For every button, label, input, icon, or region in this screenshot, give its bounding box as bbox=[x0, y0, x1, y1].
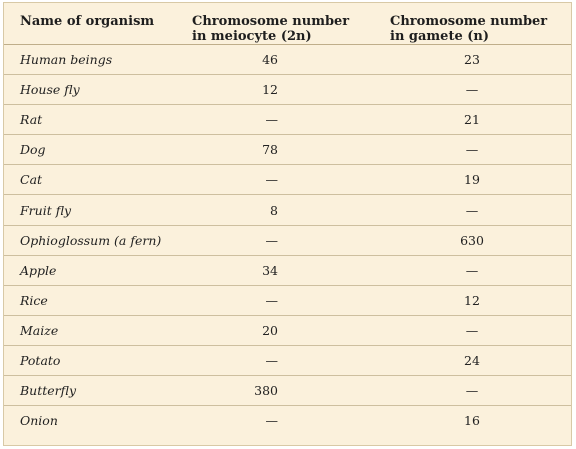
table-row bbox=[4, 75, 571, 105]
meiocyte-value: 12 bbox=[262, 82, 278, 98]
chromosome-number-table bbox=[4, 3, 571, 436]
gamete-count: — bbox=[465, 82, 479, 98]
table-row bbox=[4, 345, 571, 375]
gamete-count: 19 bbox=[464, 172, 480, 188]
organism-name: Maize bbox=[20, 322, 59, 338]
table-row bbox=[4, 255, 571, 285]
header-gamete bbox=[373, 3, 571, 45]
organism-name: Butterfly bbox=[20, 383, 77, 399]
header-gamete-line1: Chromosome number bbox=[390, 14, 548, 29]
table-row bbox=[4, 165, 571, 195]
organism-name: Cat bbox=[20, 172, 43, 188]
header-gamete-line2: in gamete (n) bbox=[390, 29, 490, 44]
gamete-count: 12 bbox=[464, 292, 480, 308]
table-row bbox=[4, 376, 571, 406]
table-row bbox=[4, 105, 571, 135]
organism-name: Ophioglossum (a fern) bbox=[20, 232, 162, 248]
gamete-count: 24 bbox=[464, 352, 480, 368]
meiocyte-value: 8 bbox=[270, 202, 278, 218]
meiocyte-value: 34 bbox=[262, 262, 278, 278]
meiocyte-count bbox=[174, 195, 373, 225]
meiocyte-count bbox=[174, 75, 373, 105]
meiocyte-count bbox=[174, 285, 373, 315]
header-meiocyte-line1: Chromosome number bbox=[192, 14, 350, 29]
organism-name: Onion bbox=[20, 413, 58, 429]
meiocyte-count bbox=[174, 406, 373, 436]
gamete-count: — bbox=[465, 322, 479, 338]
meiocyte-value: — bbox=[265, 413, 278, 429]
meiocyte-value: — bbox=[265, 232, 278, 248]
table-row bbox=[4, 195, 571, 225]
meiocyte-value: 380 bbox=[254, 383, 278, 399]
meiocyte-count bbox=[174, 135, 373, 165]
table-row bbox=[4, 406, 571, 436]
header-organism bbox=[4, 3, 174, 45]
organism-name: Apple bbox=[20, 262, 57, 278]
gamete-count: 23 bbox=[464, 52, 480, 68]
meiocyte-value: — bbox=[265, 172, 278, 188]
meiocyte-count bbox=[174, 105, 373, 135]
organism-name: Potato bbox=[20, 352, 61, 368]
table-row bbox=[4, 45, 571, 75]
header-row bbox=[4, 3, 571, 45]
gamete-count: — bbox=[465, 142, 479, 158]
meiocyte-count bbox=[174, 376, 373, 406]
meiocyte-count bbox=[174, 255, 373, 285]
header-meiocyte-line2: in meiocyte (2n) bbox=[192, 29, 312, 44]
organism-name: Rat bbox=[20, 112, 43, 128]
organism-name: Rice bbox=[20, 292, 48, 308]
table-body bbox=[4, 45, 571, 436]
table-header bbox=[4, 3, 571, 45]
meiocyte-count bbox=[174, 345, 373, 375]
meiocyte-count bbox=[174, 315, 373, 345]
gamete-count: — bbox=[465, 383, 479, 399]
gamete-count: 630 bbox=[460, 232, 484, 248]
gamete-count: 16 bbox=[464, 413, 480, 429]
organism-name: House fly bbox=[20, 82, 80, 98]
meiocyte-value: 46 bbox=[262, 52, 278, 68]
meiocyte-value: 78 bbox=[262, 142, 278, 158]
meiocyte-value: — bbox=[265, 292, 278, 308]
table-row bbox=[4, 315, 571, 345]
organism-name: Fruit fly bbox=[20, 202, 72, 218]
meiocyte-value: — bbox=[265, 352, 278, 368]
meiocyte-count bbox=[174, 45, 373, 75]
gamete-count: — bbox=[465, 262, 479, 278]
organism-name: Human beings bbox=[20, 52, 113, 68]
organism-name: Dog bbox=[20, 142, 46, 158]
meiocyte-count bbox=[174, 225, 373, 255]
table-row bbox=[4, 135, 571, 165]
meiocyte-value: — bbox=[265, 112, 278, 128]
gamete-count: 21 bbox=[464, 112, 480, 128]
chromosome-table-container bbox=[3, 2, 572, 446]
header-meiocyte bbox=[174, 3, 373, 45]
meiocyte-count bbox=[174, 165, 373, 195]
gamete-count: — bbox=[465, 202, 479, 218]
table-row bbox=[4, 225, 571, 255]
header-organism-label: Name of organism bbox=[20, 14, 155, 29]
meiocyte-value: 20 bbox=[262, 322, 278, 338]
table-row bbox=[4, 285, 571, 315]
